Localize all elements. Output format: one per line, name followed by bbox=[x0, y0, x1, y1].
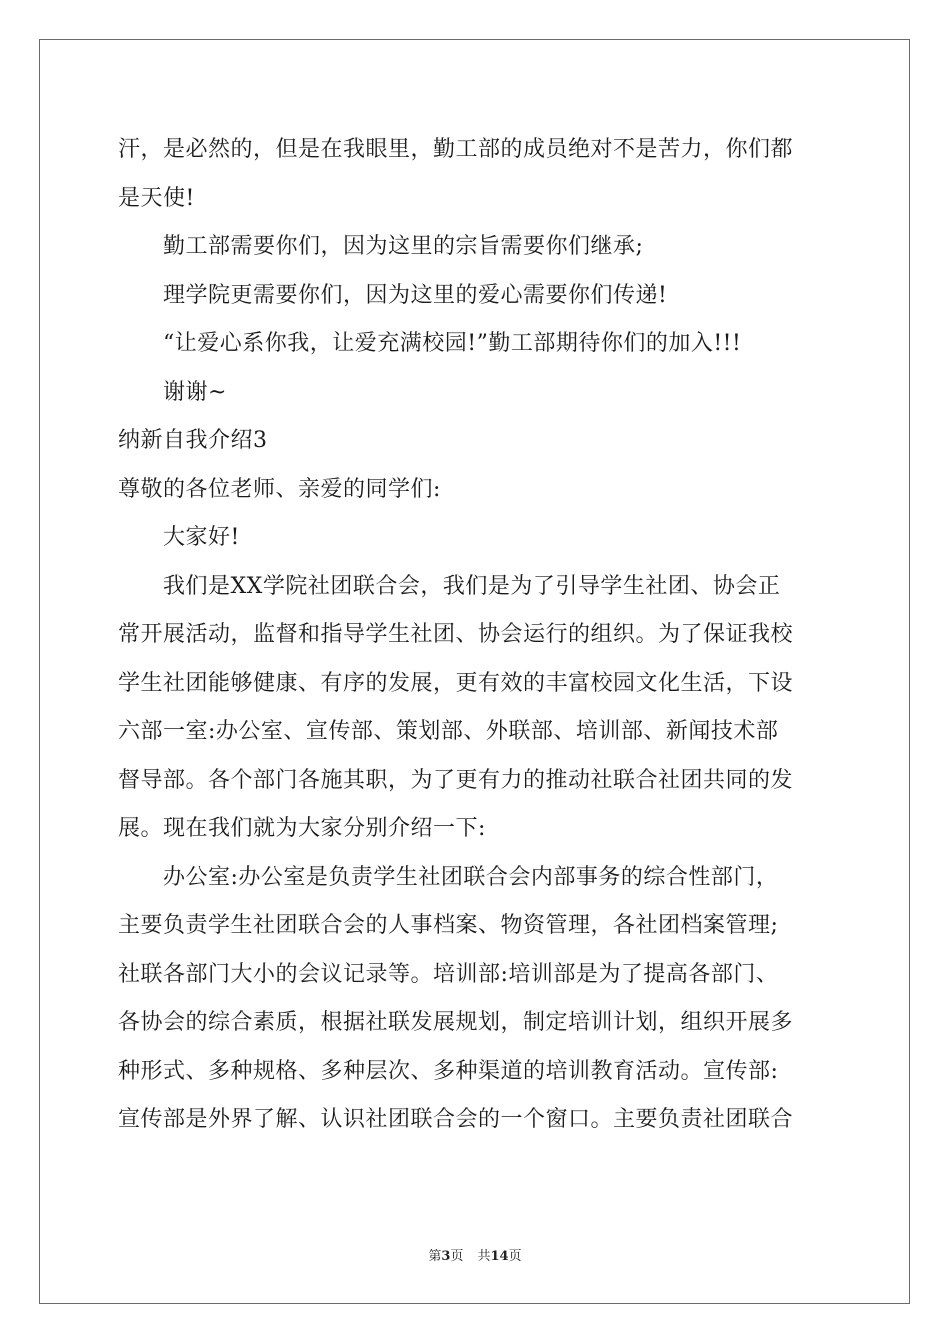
text-line: 各协会的综合素质，根据社联发展规划，制定培训计划，组织开展多 bbox=[118, 1010, 794, 1035]
text-line: 宣传部是外界了解、认识社团联合会的一个窗口。主要负责社团联合 bbox=[118, 1107, 794, 1132]
page-footer bbox=[0, 1245, 950, 1264]
text-line: 汗，是必然的，但是在我眼里，勤工部的成员绝对不是苦力，你们都 bbox=[118, 137, 794, 162]
text-line: 督导部。各个部门各施其职，为了更有力的推动社联合社团共同的发 bbox=[118, 767, 794, 793]
text-line: 大家好! bbox=[163, 525, 240, 550]
page-prefix: 第 bbox=[428, 1249, 442, 1264]
text-line: 常开展活动，监督和指导学生社团、协会运行的组织。为了保证我校 bbox=[118, 622, 794, 647]
text-line: 办公室:办公室是负责学生社团联合会内部事务的综合性部门， bbox=[163, 864, 779, 890]
text-line: 是天使! bbox=[118, 185, 195, 211]
salutation-line: 尊敬的各位老师、亲爱的同学们: bbox=[118, 476, 441, 502]
text-line: 种形式、多种规格、多种层次、多种渠道的培训教育活动。宣传部: bbox=[118, 1058, 779, 1084]
text-line: 谢谢~ bbox=[163, 379, 227, 405]
text-line: 勤工部需要你们，因为这里的宗旨需要你们继承; bbox=[163, 234, 644, 259]
section-heading: 纳新自我介绍3 bbox=[118, 428, 268, 453]
text-line: “让爱心系你我，让爱充满校园!”勤工部期待你们的加入!!! bbox=[163, 331, 742, 356]
total-prefix: 共 bbox=[477, 1249, 491, 1264]
text-line: 六部一室:办公室、宣传部、策划部、外联部、培训部、新闻技术部 bbox=[118, 719, 779, 744]
text-line: 主要负责学生社团联合会的人事档案、物资管理，各社团档案管理; bbox=[118, 913, 779, 938]
text-line: 理学院更需要你们，因为这里的爱心需要你们传递! bbox=[163, 282, 668, 308]
text-line: 学生社团能够健康、有序的发展，更有效的丰富校园文化生活，下设 bbox=[118, 670, 794, 696]
text-line: 展。现在我们就为大家分别介绍一下: bbox=[118, 816, 486, 841]
text-line: 我们是XX学院社团联合会，我们是为了引导学生社团、协会正 bbox=[163, 573, 781, 599]
document-body bbox=[118, 126, 838, 1145]
total-suffix: 页 bbox=[508, 1249, 522, 1264]
total-pages: 14 bbox=[490, 1249, 509, 1264]
page-number: 3 bbox=[441, 1249, 451, 1264]
text-line: 社联各部门大小的会议记录等。培训部:培训部是为了提高各部门、 bbox=[118, 961, 779, 987]
page-suffix: 页 bbox=[450, 1249, 464, 1264]
